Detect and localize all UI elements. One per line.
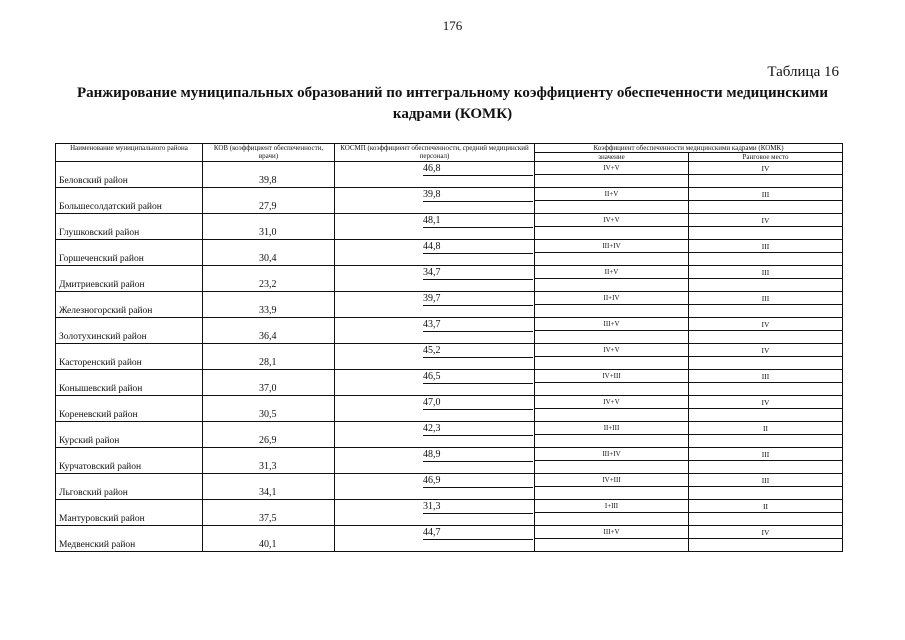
kov-value-cell [203,240,335,266]
district-name: Курчатовский район [59,462,142,472]
district-name-cell [56,266,203,292]
kosmp-value: 48,1 [423,215,533,228]
kosmp-value-cell [335,240,535,266]
komk-rank: III [761,372,770,381]
district-name: Льговский район [59,488,128,498]
kosmp-value: 43,7 [423,319,533,332]
cell-divider [535,434,688,435]
kosmp-value-cell [335,344,535,370]
komk-rank-cell [689,370,843,396]
district-name-cell [56,474,203,500]
district-name: Дмитриевский район [59,280,145,290]
district-name: Касторенский район [59,358,142,368]
cell-divider [535,382,688,383]
table-row [56,422,843,448]
kosmp-value-cell [335,526,535,552]
komk-rank: III [761,476,770,485]
kov-value-cell [203,422,335,448]
komk-value-cell [535,526,689,552]
header-komk-value: значение [535,153,689,162]
kov-value-cell [203,344,335,370]
cell-divider [535,460,688,461]
komk-value-cell [535,214,689,240]
district-name-cell [56,500,203,526]
komk-rank: IV [761,164,770,173]
district-name-cell [56,318,203,344]
kosmp-value: 46,9 [423,475,533,488]
district-name: Глушковский район [59,228,140,238]
komk-value-cell [535,188,689,214]
komk-value: IV+V [603,164,620,172]
kov-value-cell [203,188,335,214]
kosmp-value-cell [335,474,535,500]
komk-rank-cell [689,500,843,526]
kov-value: 27,9 [259,201,277,212]
table-row [56,370,843,396]
kosmp-value-cell [335,266,535,292]
komk-rank: II [763,502,768,511]
komk-value-cell [535,448,689,474]
cell-divider [689,408,842,409]
district-name: Мантуровский район [59,514,145,524]
kosmp-value-cell [335,500,535,526]
district-name-cell [56,292,203,318]
table-row [56,448,843,474]
komk-rank: II [763,424,768,433]
komk-rank-cell [689,188,843,214]
kosmp-value-cell [335,370,535,396]
komk-value: IV+V [603,398,620,406]
komk-value-cell [535,422,689,448]
komk-rank: III [761,190,770,199]
kov-value-cell [203,162,335,188]
district-name-cell [56,396,203,422]
district-name: Кореневский район [59,410,138,420]
kov-value: 23,2 [259,279,277,290]
table-row [56,318,843,344]
komk-value: IV+V [603,346,620,354]
komk-rank-cell [689,266,843,292]
komk-value: IV+III [602,372,621,380]
kov-value-cell [203,526,335,552]
kosmp-value: 45,2 [423,345,533,358]
komk-rank-cell [689,240,843,266]
kosmp-value: 47,0 [423,397,533,410]
table-row [56,292,843,318]
district-name-cell [56,162,203,188]
district-name: Горшеченский район [59,254,144,264]
table-row [56,162,843,188]
komk-rank: IV [761,320,770,329]
kov-value-cell [203,318,335,344]
kov-value: 31,0 [259,227,277,238]
ranking-table [55,143,843,552]
komk-rank: IV [761,398,770,407]
kov-value-cell [203,448,335,474]
district-name-cell [56,240,203,266]
komk-rank-cell [689,162,843,188]
kov-value: 40,1 [259,539,277,550]
komk-rank-cell [689,474,843,500]
cell-divider [535,304,688,305]
table-row [56,240,843,266]
komk-value: III+V [603,320,620,328]
komk-value: II+V [604,190,619,198]
table-row [56,396,843,422]
komk-rank: IV [761,216,770,225]
district-name-cell [56,344,203,370]
cell-divider [689,226,842,227]
komk-rank-cell [689,318,843,344]
komk-rank-cell [689,448,843,474]
district-name-cell [56,370,203,396]
kosmp-value-cell [335,318,535,344]
kosmp-value: 39,8 [423,189,533,202]
district-name-cell [56,422,203,448]
kosmp-value: 46,5 [423,371,533,384]
header-kov: КОВ (коэффициент обеспеченности, врачи) [203,144,335,162]
komk-value: IV+III [602,476,621,484]
kov-value-cell [203,474,335,500]
district-name: Большесолдатский район [59,202,162,212]
komk-value: IV+V [603,216,620,224]
komk-value-cell [535,318,689,344]
cell-divider [689,460,842,461]
komk-rank: III [761,242,770,251]
komk-rank-cell [689,422,843,448]
district-name: Курский район [59,436,120,446]
kov-value-cell [203,266,335,292]
cell-divider [689,252,842,253]
kosmp-value: 48,9 [423,449,533,462]
kov-value: 39,8 [259,175,277,186]
header-komk: Коэффициент обеспеченности медицинскими кадрами (КОМК) [535,144,843,153]
cell-divider [689,174,842,175]
district-name-cell [56,448,203,474]
kosmp-value: 34,7 [423,267,533,280]
table-row [56,214,843,240]
district-name: Медвенский район [59,540,136,550]
kosmp-value: 42,3 [423,423,533,436]
cell-divider [689,304,842,305]
kov-value: 30,4 [259,253,277,264]
kov-value: 31,3 [259,461,277,472]
table-row [56,526,843,552]
cell-divider [535,538,688,539]
district-name: Беловский район [59,176,128,186]
cell-divider [689,512,842,513]
kosmp-value: 44,8 [423,241,533,254]
district-name: Золотухинский район [59,332,147,342]
kov-value: 34,1 [259,487,277,498]
kosmp-value: 31,3 [423,501,533,514]
cell-divider [535,486,688,487]
komk-rank-cell [689,396,843,422]
kov-value: 37,5 [259,513,277,524]
cell-divider [535,356,688,357]
table-label: Таблица 16 [767,64,839,80]
table-row [56,266,843,292]
cell-divider [689,538,842,539]
komk-value-cell [535,292,689,318]
cell-divider [689,278,842,279]
cell-divider [689,200,842,201]
kov-value: 37,0 [259,383,277,394]
district-name: Конышевский район [59,384,143,394]
kov-value-cell [203,292,335,318]
table-body [56,162,843,552]
cell-divider [535,278,688,279]
komk-rank: IV [761,346,770,355]
page-number: 176 [442,18,463,33]
district-name-cell [56,526,203,552]
komk-value: III+IV [602,242,621,250]
kov-value: 33,9 [259,305,277,316]
kosmp-value-cell [335,448,535,474]
kosmp-value-cell [335,292,535,318]
table-row [56,188,843,214]
komk-rank: III [761,268,770,277]
table-row [56,474,843,500]
kosmp-value: 46,8 [423,163,533,176]
district-name-cell [56,214,203,240]
kov-value-cell [203,396,335,422]
kov-value: 28,1 [259,357,277,368]
komk-rank-cell [689,292,843,318]
cell-divider [535,330,688,331]
header-name: Наименование муниципального района [56,144,203,162]
komk-rank-cell [689,214,843,240]
kosmp-value: 44,7 [423,527,533,540]
kosmp-value-cell [335,188,535,214]
komk-value: II+III [603,424,620,432]
komk-value: III+V [603,528,620,536]
table-row [56,344,843,370]
komk-rank: III [761,450,770,459]
komk-value: I+III [604,502,619,510]
komk-rank: III [761,294,770,303]
cell-divider [689,330,842,331]
kosmp-value: 39,7 [423,293,533,306]
komk-value-cell [535,396,689,422]
cell-divider [535,512,688,513]
district-name-cell [56,188,203,214]
cell-divider [535,252,688,253]
komk-value-cell [535,500,689,526]
komk-value-cell [535,370,689,396]
kov-value-cell [203,370,335,396]
cell-divider [689,434,842,435]
komk-value-cell [535,240,689,266]
komk-value-cell [535,266,689,292]
cell-divider [535,174,688,175]
kosmp-value-cell [335,214,535,240]
komk-value: II+IV [603,294,620,302]
komk-value-cell [535,344,689,370]
kov-value: 30,5 [259,409,277,420]
cell-divider [689,356,842,357]
cell-divider [535,408,688,409]
header-kosmp: КОСМП (коэффициент обеспеченности, средний медицинский персонал) [335,144,535,162]
cell-divider [689,382,842,383]
kosmp-value-cell [335,162,535,188]
komk-value-cell [535,474,689,500]
table-row [56,500,843,526]
komk-value: II+V [604,268,619,276]
kov-value-cell [203,214,335,240]
cell-divider [535,200,688,201]
cell-divider [689,486,842,487]
document-title: Ранжирование муниципальных образований по интегральному коэффициенту обеспеченности медицинскими кадрами (КОМК) [76,85,829,122]
header-komk-rank: Ранговое место [689,153,843,162]
kov-value: 26,9 [259,435,277,446]
kov-value-cell [203,500,335,526]
kosmp-value-cell [335,396,535,422]
komk-value: III+IV [602,450,621,458]
komk-value-cell [535,162,689,188]
komk-rank-cell [689,526,843,552]
kov-value: 36,4 [259,331,277,342]
komk-rank: IV [761,528,770,537]
cell-divider [535,226,688,227]
kosmp-value-cell [335,422,535,448]
district-name: Железногорский район [59,306,153,316]
komk-rank-cell [689,344,843,370]
